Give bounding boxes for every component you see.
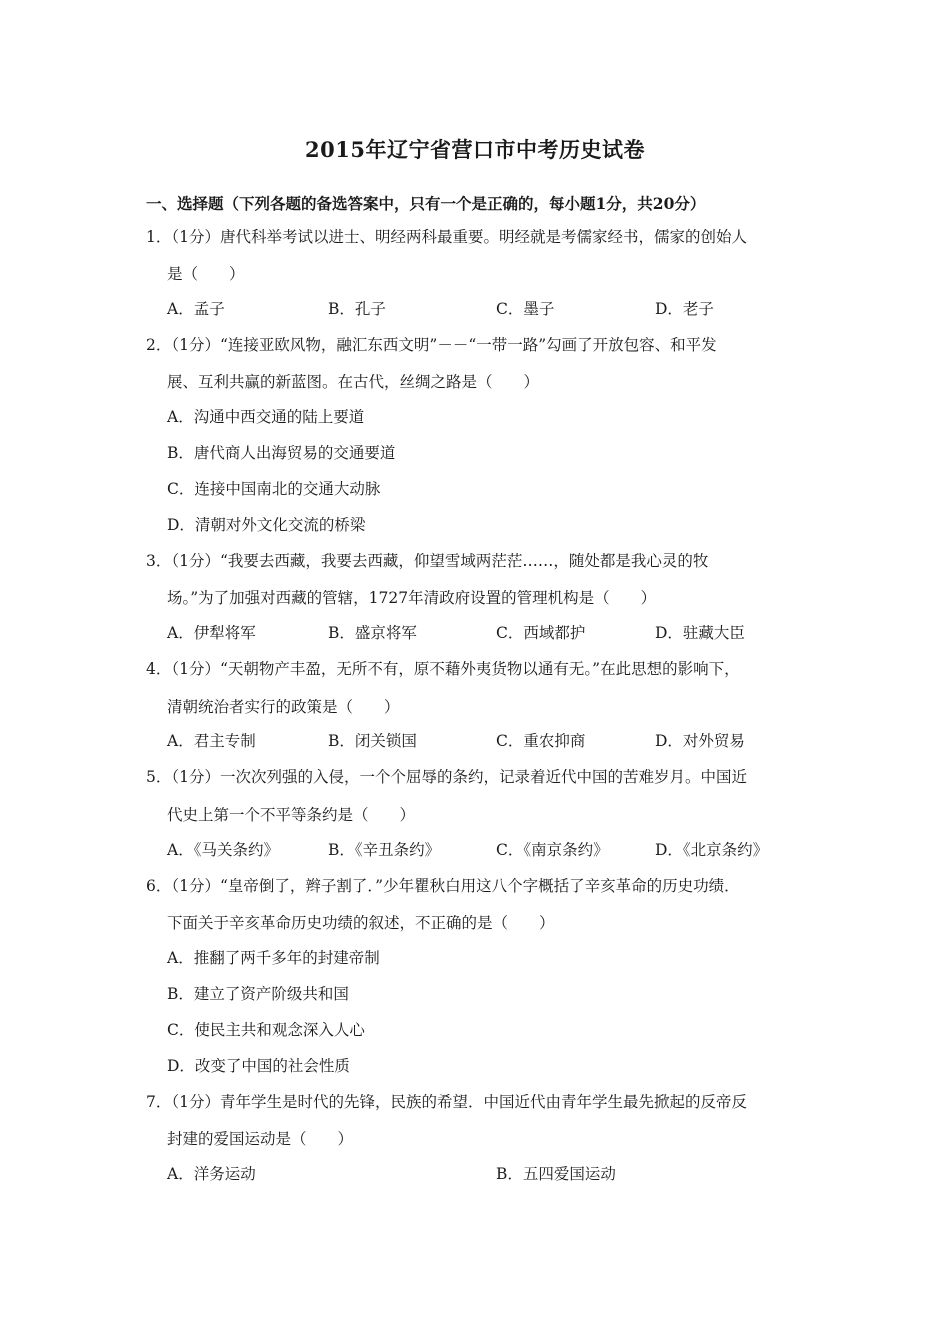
question-6-line-2: 下面关于辛亥革命历史功绩的叙述，不正确的是（ ）	[167, 914, 555, 932]
question-2-option-b: B．唐代商人出海贸易的交通要道	[167, 444, 396, 462]
question-1-option-b: B．孔子	[328, 300, 386, 318]
question-6-option-b: B．建立了资产阶级共和国	[167, 985, 349, 1003]
question-4-option-a: A．君主专制	[167, 732, 256, 750]
question-3-option-b: B．盛京将军	[328, 624, 417, 642]
question-5-option-c: C．《南京条约》	[496, 841, 609, 859]
question-4-line-2: 清朝统治者实行的政策是（ ）	[167, 698, 400, 716]
question-3-option-a: A．伊犁将军	[167, 624, 256, 642]
page-title: 2015年辽宁省营口市中考历史试卷	[305, 137, 645, 162]
question-5-option-d: D．《北京条约》	[655, 841, 769, 859]
question-1-option-a: A．孟子	[167, 300, 225, 318]
question-1-option-d: D．老子	[655, 300, 714, 318]
question-2-option-d: D．清朝对外文化交流的桥梁	[167, 516, 366, 534]
question-6-option-d: D．改变了中国的社会性质	[167, 1057, 350, 1075]
question-5-line-1: 5．（1分）一次次列强的入侵，一个个屈辱的条约，记录着近代中国的苦难岁月。中国近	[146, 768, 747, 786]
question-6-line-1: 6．（1分）“皇帝倒了，辫子割了．”少年瞿秋白用这八个字概括了辛亥革命的历史功绩．	[146, 877, 740, 895]
question-2-line-1: 2．（1分）“连接亚欧风物，融汇东西文明”－－“一带一路”勾画了开放包容、和平发	[146, 336, 717, 354]
question-7-line-2: 封建的爱国运动是（ ）	[167, 1130, 354, 1148]
question-4-option-c: C．重农抑商	[496, 732, 586, 750]
question-4-line-1: 4．（1分）“天朝物产丰盈，无所不有，原不藉外夷货物以通有无。”在此思想的影响下，	[146, 660, 740, 678]
question-3-option-c: C．西域都护	[496, 624, 586, 642]
question-3-line-2: 场。”为了加强对西藏的管辖，1727年清政府设置的管理机构是（ ）	[167, 589, 657, 607]
question-3-line-1: 3．（1分）“我要去西藏，我要去西藏，仰望雪域两茫茫……，随处都是我心灵的牧	[146, 552, 709, 570]
question-2-line-2: 展、互利共赢的新蓝图。在古代，丝绸之路是（ ）	[167, 373, 540, 391]
question-1-line-1: 1．（1分）唐代科举考试以进士、明经两科最重要。明经就是考儒家经书，儒家的创始人	[146, 228, 747, 246]
question-2-option-c: C．连接中国南北的交通大动脉	[167, 480, 381, 498]
question-5-option-a: A．《马关条约》	[167, 841, 279, 859]
question-3-option-d: D．驻藏大臣	[655, 624, 745, 642]
section-heading: 一、选择题（下列各题的备选答案中，只有一个是正确的，每小题1分，共20分）	[146, 194, 706, 213]
question-6-option-c: C．使民主共和观念深入人心	[167, 1021, 365, 1039]
question-6-option-a: A．推翻了两千多年的封建帝制	[167, 949, 380, 967]
question-7-line-1: 7．（1分）青年学生是时代的先锋，民族的希望．中国近代由青年学生最先掀起的反帝反	[146, 1093, 747, 1111]
question-4-option-d: D．对外贸易	[655, 732, 745, 750]
question-7-option-b: B．五四爱国运动	[496, 1165, 616, 1183]
question-1-option-c: C．墨子	[496, 300, 555, 318]
question-7-option-a: A．洋务运动	[167, 1165, 256, 1183]
question-4-option-b: B．闭关锁国	[328, 732, 417, 750]
question-5-option-b: B．《辛丑条约》	[328, 841, 441, 859]
question-5-line-2: 代史上第一个不平等条约是（ ）	[167, 806, 416, 824]
question-2-option-a: A．沟通中西交通的陆上要道	[167, 408, 365, 426]
question-1-line-2: 是（ ）	[167, 265, 245, 283]
